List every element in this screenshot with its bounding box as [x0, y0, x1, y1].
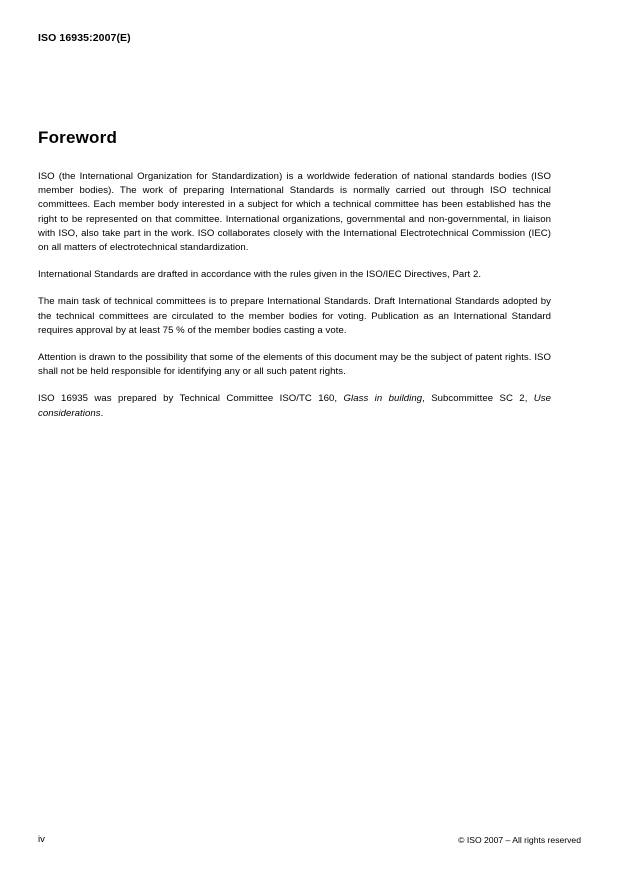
- foreword-section: [38, 128, 551, 421]
- foreword-p5-italic-1: Glass in building: [343, 393, 423, 405]
- foreword-p5-text-3: .: [100, 407, 104, 419]
- page-title: Foreword: [38, 128, 118, 147]
- foreword-p5-text-2: , Subcommittee SC 2,: [422, 393, 534, 405]
- copyright-notice: © ISO 2007 – All rights reserved: [458, 835, 581, 845]
- page-header: ISO 16935:2007(E): [38, 32, 131, 44]
- foreword-paragraph-2: International Standards are drafted in accordance with the rules given in the ISO/IEC Directives, Part 2.: [38, 269, 482, 281]
- foreword-paragraph-3: The main task of technical committees is to prepare International Standards. Draft International Standards adopted by the technical committees are circulated to the member bodies for voting. Publication as an International Standard requires approval by at least 75 % of the member bodies casting a vote.: [38, 296, 551, 336]
- foreword-p5-italic-2: Use considerations: [38, 393, 552, 419]
- foreword-paragraph-1: ISO (the International Organization for Standardization) is a worldwide federation of national standards bodies (ISO member bodies). The work of preparing International Standards is normally carried out through ISO technical committees. Each member body interested in a subject for which a technical committee has been established has the right to be represented on that committee. International organizations, governmental and non-governmental, in liaison with ISO, also take part in the work. ISO collaborates closely with the International Electrotechnical Commission (IEC) on all matters of electrotechnical standardization.: [38, 171, 551, 254]
- page-number: iv: [38, 834, 45, 845]
- foreword-paragraph-4: Attention is drawn to the possibility that some of the elements of this document may be the subject of patent rights. ISO shall not be held responsible for identifying any or all such patent rights.: [38, 352, 551, 378]
- foreword-p5-text-1: ISO 16935 was prepared by Technical Committee ISO/TC 160,: [38, 393, 344, 405]
- foreword-paragraph-5: [38, 392, 551, 420]
